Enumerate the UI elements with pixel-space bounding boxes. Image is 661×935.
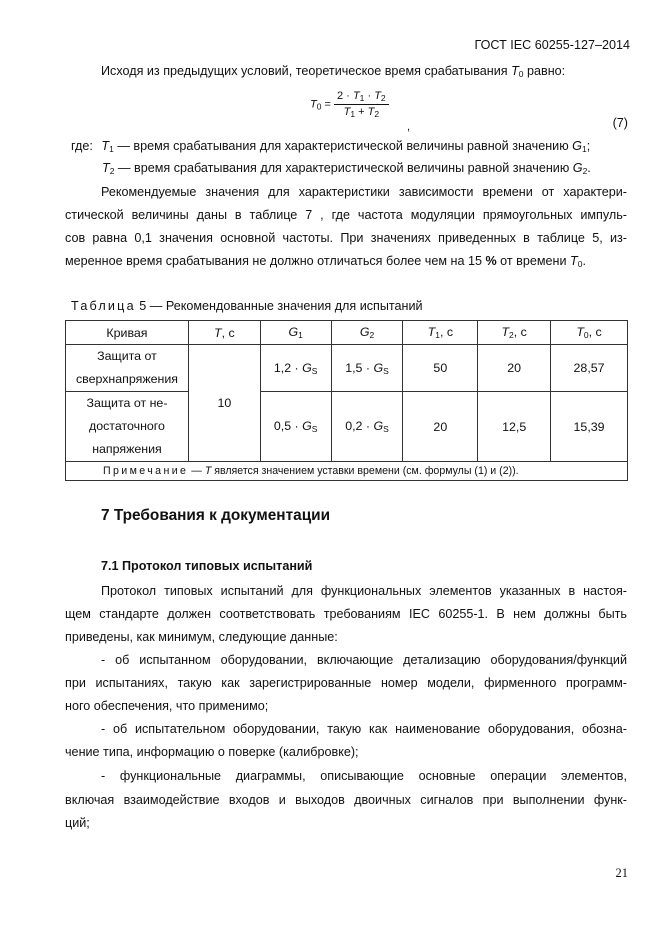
row1-g2-num: 1,5 · [345, 360, 374, 375]
para1-l4-sub: 0 [577, 259, 583, 269]
th-t1-sym: T [427, 325, 436, 339]
row2-curve-l2: достаточного [88, 419, 165, 433]
table5-header-row [66, 321, 628, 345]
formula-den-plus: + [355, 106, 368, 118]
note-text: является значением уставки времени (см. формулы (1) и (2)). [211, 465, 519, 477]
section-7-1-title: 7.1 Протокол типовых испытаний [101, 559, 313, 573]
row2-t2: 12,5 [478, 392, 551, 462]
th-t2 [478, 321, 551, 345]
row2-g2 [331, 392, 403, 462]
row1-curve-l2: сверхнапряжения [75, 372, 178, 386]
row1-t1: 50 [403, 345, 478, 392]
section-7-title: 7 Требования к документации [101, 507, 331, 524]
where-g1-sub: 1 [581, 144, 587, 154]
formula-num-dot: · [364, 90, 375, 102]
th-g1-sym: G [288, 325, 299, 339]
where-t2-end: . [587, 161, 591, 175]
intro-text: Исходя из предыдущих условий, теоретическое время срабатывания [101, 64, 512, 78]
note-dash: — [188, 465, 205, 477]
para1-line-3: сов равна 0,1 значения основной частоты. При значениях приведенных в таблице 5, из- [65, 231, 627, 245]
formula-num-coef: 2 · [337, 90, 353, 102]
th-g2 [331, 321, 403, 345]
row1-g2 [331, 345, 403, 392]
row2-t0: 15,39 [551, 392, 628, 462]
formula-lhs-sub: 0 [316, 101, 322, 112]
note-t-symbol: T [204, 465, 212, 477]
t-value-cell [188, 345, 260, 462]
para1-l4-percent: % [485, 254, 497, 268]
table5-note-row [66, 462, 628, 481]
row2-g1-sym: G [302, 419, 312, 433]
s71-p1-line-1: Протокол типовых испытаний для функциональных элементов указанных в настоя- [101, 584, 627, 598]
th-t1-sub: 1 [435, 330, 440, 340]
s71-bullet2-line-2: чение типа, информацию о поверке (калибровке); [65, 745, 359, 759]
formula-numerator [334, 90, 389, 105]
th-t0 [551, 321, 628, 345]
th-t-sym: T [214, 325, 222, 340]
table5-note [66, 462, 628, 481]
row2-curve-l1: Защита от не- [86, 396, 168, 410]
th-g2-sym: G [359, 325, 370, 339]
where-t1-symbol: T [101, 139, 110, 153]
intro-symbol: T [511, 64, 519, 78]
formula-7 [310, 90, 389, 119]
row2-g1-num: 0,5 · [273, 419, 303, 433]
row1-g2-sub: S [383, 365, 389, 376]
where-g1-symbol: G [572, 139, 582, 153]
th-t2-sym: T [501, 325, 510, 339]
s71-p1-line-3: приведены, как минимум, следующие данные: [65, 630, 338, 644]
th-g2-sub: 2 [369, 330, 375, 340]
th-t2-sub: 2 [509, 330, 514, 340]
where-g2-sub: 2 [582, 166, 588, 176]
th-t2-unit: , с [513, 325, 527, 339]
th-t0-sym: T [576, 325, 584, 339]
formula-lhs: T [310, 98, 317, 111]
row1-curve [66, 345, 189, 392]
where-t1-sub: 1 [109, 144, 114, 154]
para1-line-4 [65, 250, 586, 275]
s71-bullet1-line-1: - об испытанном оборудовании, включающие детализацию оборудования/функций [101, 653, 627, 667]
row2-g2-sub: S [383, 424, 389, 434]
th-t0-sub: 0 [583, 330, 589, 340]
row1-g1-num: 1,2 · [273, 360, 303, 375]
table5 [65, 320, 628, 481]
para1-l4-t: T [570, 254, 578, 268]
formula-num-t1-sub: 1 [359, 93, 365, 103]
para1-line-1: Рекомендуемые значения для характеристики зависимости времени от характери- [101, 185, 627, 199]
where-t2-line [102, 157, 591, 182]
th-t-unit: , с [221, 325, 235, 340]
formula-num-t2: T [374, 90, 381, 102]
row2-curve-l3: напряжения [92, 442, 162, 456]
row1-g1 [260, 345, 331, 392]
document-header [474, 34, 630, 56]
s71-bullet2-line-1: - об испытательном оборудовании, такую как наименование оборудования, обозна- [101, 722, 627, 736]
formula-comma: , [407, 121, 411, 133]
formula-den-t2: T [367, 106, 375, 118]
formula-number: (7) [612, 116, 628, 130]
row2-g1-sub: S [311, 424, 318, 434]
row1-g1-sub: S [311, 365, 318, 376]
formula-den-t1-sub: 1 [350, 109, 356, 119]
intro-line [101, 60, 565, 85]
row1-t2: 20 [478, 345, 551, 392]
note-word: Примечание [103, 465, 189, 477]
s71-bullet3-line-2: включая взаимодействие входов и выходов двоичных сигналов при выполнении функ- [65, 793, 627, 807]
where-g2-symbol: G [572, 161, 583, 175]
where-t2-text: — время срабатывания для характеристической величины равной значению [114, 161, 573, 175]
th-t1 [403, 321, 478, 345]
where-t1-text: — время срабатывания для характеристической величины равной значению [113, 139, 573, 153]
th-curve-text: Кривая [106, 325, 148, 340]
formula-denominator [334, 105, 389, 119]
row2-g1 [260, 392, 331, 462]
table5-caption [71, 295, 423, 317]
formula-fraction [334, 90, 389, 119]
para1-l4-text: меренное время срабатывания не должно отличаться более чем на 15 [65, 254, 486, 268]
intro-symbol-sub: 0 [518, 69, 524, 79]
th-curve [66, 321, 189, 345]
row1-g2-sym: G [373, 360, 384, 375]
row2-g2-num: 0,2 · [345, 419, 374, 433]
where-t2-sub: 2 [109, 166, 115, 176]
row2-g2-sym: G [373, 419, 384, 433]
where-label: где: [71, 139, 93, 153]
s71-p1-line-2: щем стандарте должен соответствовать требованиям IEC 60255-1. В нем должны быть [65, 607, 627, 621]
formula-den-t2-sub: 2 [374, 109, 380, 119]
page-number: 21 [615, 866, 628, 880]
s71-bullet3-line-1: - функциональные диаграммы, описывающие основные операции элементов, [101, 769, 627, 783]
table5-caption-rest: 5 — Рекомендованные значения для испытаний [135, 299, 423, 313]
th-t0-unit: , с [588, 325, 602, 339]
table-row [66, 392, 628, 462]
s71-bullet1-line-3: ного обеспечения, что применимо; [65, 699, 269, 713]
row2-curve [66, 392, 189, 462]
para1-line-2: стической величины даны в таблице 7 , где частота модуляции прямоугольных импуль- [65, 208, 627, 222]
row1-g1-sym: G [302, 360, 312, 375]
th-g1-sub: 1 [298, 330, 303, 340]
para1-l4-mid: от времени [496, 254, 571, 268]
th-g1 [260, 321, 331, 345]
s71-bullet3-line-3: ций; [65, 816, 90, 830]
table-row [66, 345, 628, 392]
formula-equals: = [324, 98, 331, 111]
row1-curve-l1: Защита от [97, 349, 157, 363]
t-value: 10 [217, 396, 232, 410]
th-t1-unit: , с [439, 325, 454, 339]
where-t1-end: ; [586, 139, 591, 153]
s71-bullet1-line-2: при испытаниях, такую как зарегистрированные номер модели, фирменного программ- [65, 676, 627, 690]
th-t [188, 321, 260, 345]
row2-t1: 20 [403, 392, 478, 462]
where-t2-symbol: T [102, 161, 110, 175]
standard-code: ГОСТ IEC 60255-127–2014 [474, 38, 630, 52]
formula-num-t1: T [352, 90, 360, 102]
formula-den-t1: T [343, 106, 351, 118]
formula-num-t2-sub: 2 [380, 93, 386, 103]
para1-l4-end: . [582, 254, 586, 268]
intro-text-end: равно: [523, 64, 566, 78]
table5-caption-word: Таблица [71, 299, 136, 313]
row1-t0: 28,57 [551, 345, 628, 392]
